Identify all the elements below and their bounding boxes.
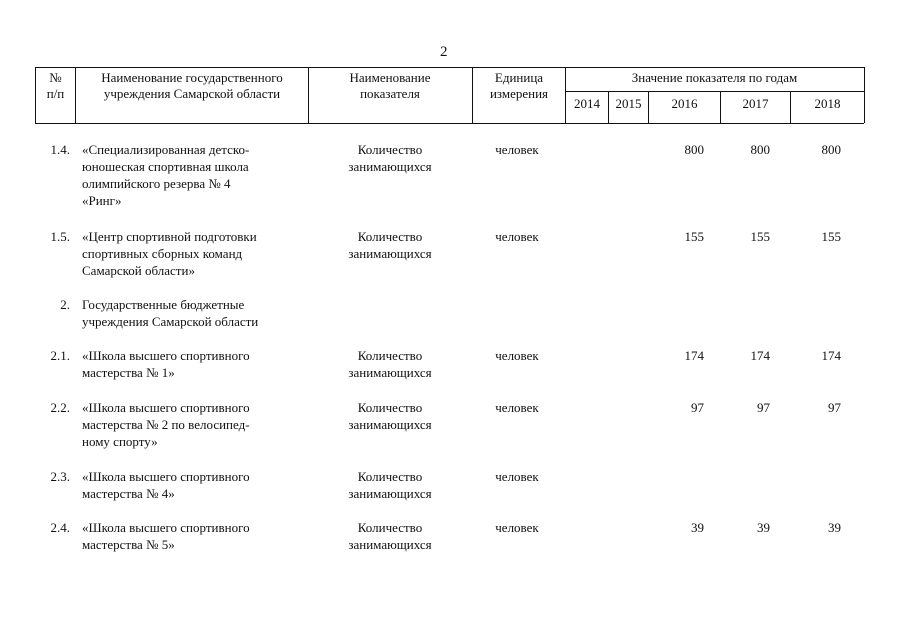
row-unit: человек — [495, 348, 539, 363]
page-number: 2 — [440, 44, 448, 60]
header-year-2016: 2016 — [671, 96, 698, 111]
header-values-by-year: Значение показателя по годам — [631, 70, 798, 85]
header-year-2018: 2018 — [814, 96, 841, 111]
header-institution: Наименование государственного учреждения Самарской области — [101, 70, 283, 101]
row-value-2016: 39 — [691, 520, 704, 535]
row-value-2016: 800 — [684, 142, 704, 157]
row-institution-name: Государственные бюджетные учреждения Самарской области — [82, 297, 259, 329]
row-number: 2.3. — [50, 469, 70, 484]
row-unit: человек — [495, 469, 539, 484]
row-value-2018: 39 — [828, 520, 841, 535]
row-value-2017: 155 — [750, 229, 770, 244]
row-number: 2.2. — [50, 400, 70, 415]
row-value-2018: 174 — [821, 348, 841, 363]
row-value-2016: 97 — [691, 400, 704, 415]
header-indicator: Наименование показателя — [349, 70, 431, 101]
row-value-2017: 800 — [750, 142, 770, 157]
row-unit: человек — [495, 400, 539, 415]
row-indicator: Количество занимающихся — [348, 400, 432, 432]
row-institution-name: «Школа высшего спортивного мастерства № 5» — [82, 520, 250, 552]
row-institution-name: «Центр спортивной подготовки спортивных сборных команд Самарской области» — [82, 229, 257, 278]
row-unit: человек — [495, 142, 539, 157]
row-number: 2.4. — [50, 520, 70, 535]
header-year-2015: 2015 — [615, 96, 642, 111]
row-value-2016: 155 — [684, 229, 704, 244]
row-unit: человек — [495, 520, 539, 535]
row-number: 1.5. — [50, 229, 70, 244]
header-year-2017: 2017 — [742, 96, 769, 111]
row-value-2016: 174 — [684, 348, 704, 363]
row-indicator: Количество занимающихся — [348, 348, 432, 380]
row-value-2017: 174 — [750, 348, 770, 363]
header-num: № п/п — [46, 70, 65, 101]
row-value-2018: 800 — [821, 142, 841, 157]
row-indicator: Количество занимающихся — [348, 142, 432, 174]
row-institution-name: «Школа высшего спортивного мастерства № 2 по велосипед- ному спорту» — [82, 400, 250, 449]
row-unit: человек — [495, 229, 539, 244]
row-institution-name: «Школа высшего спортивного мастерства № 4» — [82, 469, 250, 501]
header-year-2014: 2014 — [574, 96, 600, 111]
row-institution-name: «Школа высшего спортивного мастерства № 1» — [82, 348, 250, 380]
row-number: 1.4. — [50, 142, 70, 157]
row-indicator: Количество занимающихся — [348, 520, 432, 552]
header-unit: Единица измерения — [489, 70, 549, 101]
row-value-2018: 155 — [821, 229, 841, 244]
row-value-2017: 97 — [757, 400, 770, 415]
row-value-2017: 39 — [757, 520, 770, 535]
row-number: 2.1. — [50, 348, 70, 363]
row-indicator: Количество занимающихся — [348, 469, 432, 501]
row-number: 2. — [60, 297, 70, 312]
row-value-2018: 97 — [828, 400, 841, 415]
row-institution-name: «Специализированная детско- юношеская спортивная школа олимпийского резерва № 4 «Ринг» — [82, 142, 250, 208]
row-indicator: Количество занимающихся — [348, 229, 432, 261]
